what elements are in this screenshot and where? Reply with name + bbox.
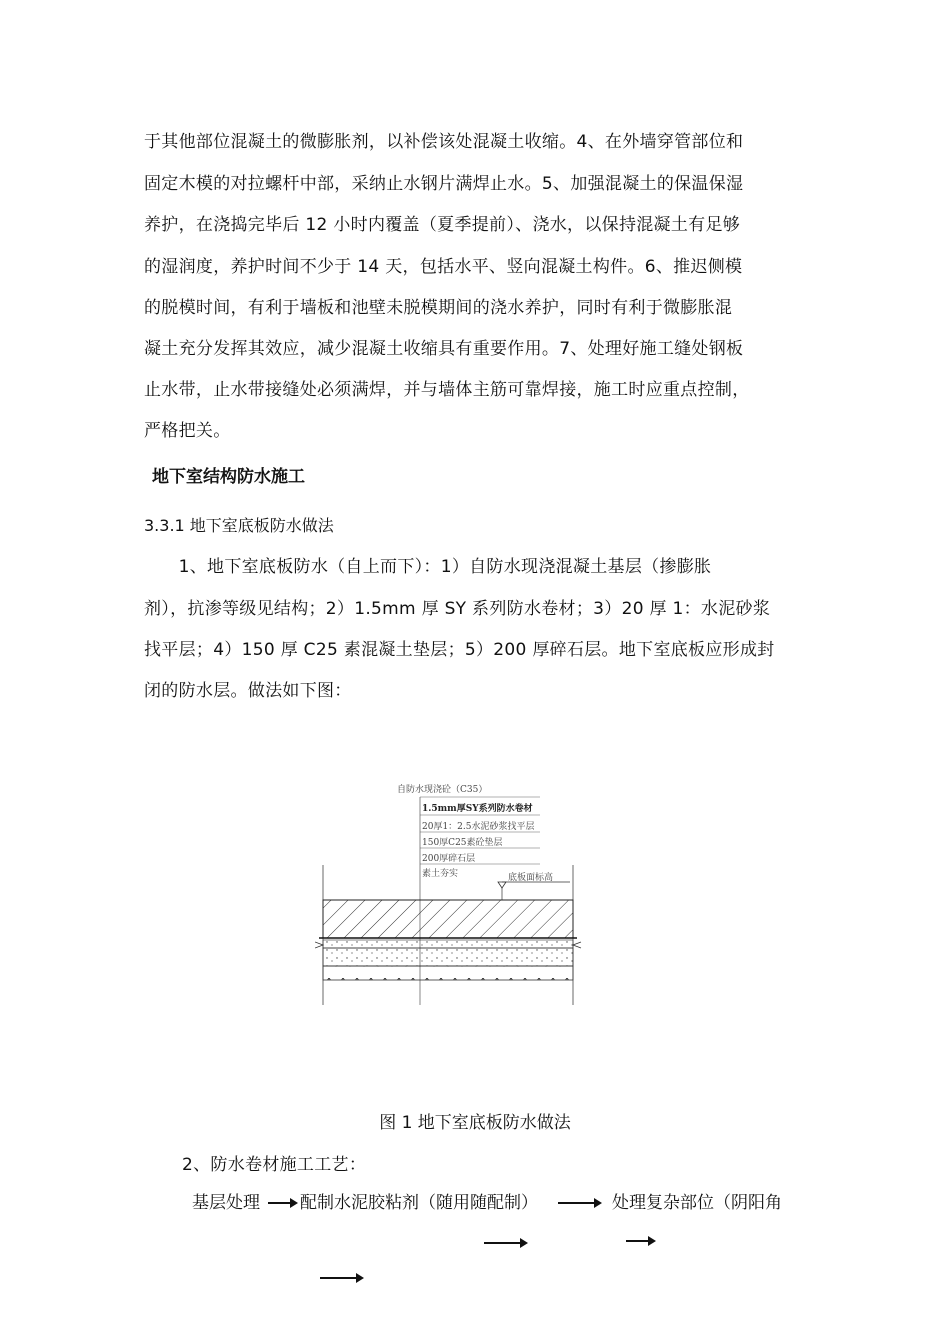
- layer-label: 素土夯实: [422, 869, 459, 879]
- figure-caption: 图 1 地下室底板防水做法: [379, 1113, 571, 1133]
- layer-label: 自防水现浇砼（C35）: [397, 785, 488, 795]
- elevation-label: 底板面标高: [508, 873, 554, 883]
- process-step: 处理复杂部位（阴阳角: [612, 1193, 782, 1213]
- section-heading: 地下室结构防水施工: [152, 467, 305, 487]
- layer-label: 150厚C25素砼垫层: [422, 838, 503, 848]
- paragraph-line: 于其他部位混凝土的微膨胀剂，以补偿该处混凝土收缩。4、在外墙穿管部位和: [144, 132, 744, 152]
- paragraph-line: 严格把关。: [144, 421, 231, 441]
- arrow-icon: [626, 1240, 654, 1242]
- paragraph-line: 止水带，止水带接缝处必须满焊，并与墙体主筋可靠焊接，施工时应重点控制，: [144, 380, 750, 400]
- arrow-icon: [484, 1242, 526, 1244]
- paragraph-line: 的脱模时间，有利于墙板和池壁未脱模期间的浇水养护，同时有利于微膨胀混: [144, 298, 733, 318]
- body-line: 找平层；4）150 厚 C25 素混凝土垫层；5）200 厚碎石层。地下室底板应形成封: [144, 640, 775, 660]
- process-heading: 2、防水卷材施工工艺：: [182, 1155, 367, 1175]
- arrow-icon: [558, 1202, 600, 1204]
- process-step: 基层处理: [192, 1193, 260, 1213]
- body-line: 剂），抗渗等级见结构；2）1.5mm 厚 SY 系列防水卷材；3）20 厚 1：水泥砂浆: [144, 599, 771, 619]
- subsection-title: 3.3.1 地下室底板防水做法: [144, 516, 334, 535]
- paragraph-line: 固定木模的对拉螺杆中部，采纳止水钢片满焊止水。5、加强混凝土的保温保湿: [144, 174, 744, 194]
- arrow-icon: [320, 1277, 362, 1279]
- body-line: 闭的防水层。做法如下图：: [144, 681, 352, 701]
- paragraph-line: 的湿润度，养护时间不少于 14 天，包括水平、竖向混凝土构件。6、推迟侧模: [144, 257, 743, 277]
- layer-label: 20厚1：2.5水泥砂浆找平层: [422, 822, 535, 832]
- body-line: 1、地下室底板防水（自上而下）：1）自防水现浇混凝土基层（掺膨胀: [144, 557, 712, 577]
- paragraph-line: 凝土充分发挥其效应，减少混凝土收缩具有重要作用。7、处理好施工缝处钢板: [144, 339, 744, 359]
- process-step: 配制水泥胶粘剂（随用随配制）: [300, 1193, 538, 1213]
- layer-label: 200厚碎石层: [422, 854, 476, 864]
- layer-label: 1.5mm厚SY系列防水卷材: [422, 804, 533, 814]
- paragraph-line: 养护，在浇捣完毕后 12 小时内覆盖（夏季提前）、浇水，以保持混凝土有足够: [144, 215, 741, 235]
- arrow-icon: [268, 1202, 296, 1204]
- floor-slab-diagram: [315, 780, 585, 1010]
